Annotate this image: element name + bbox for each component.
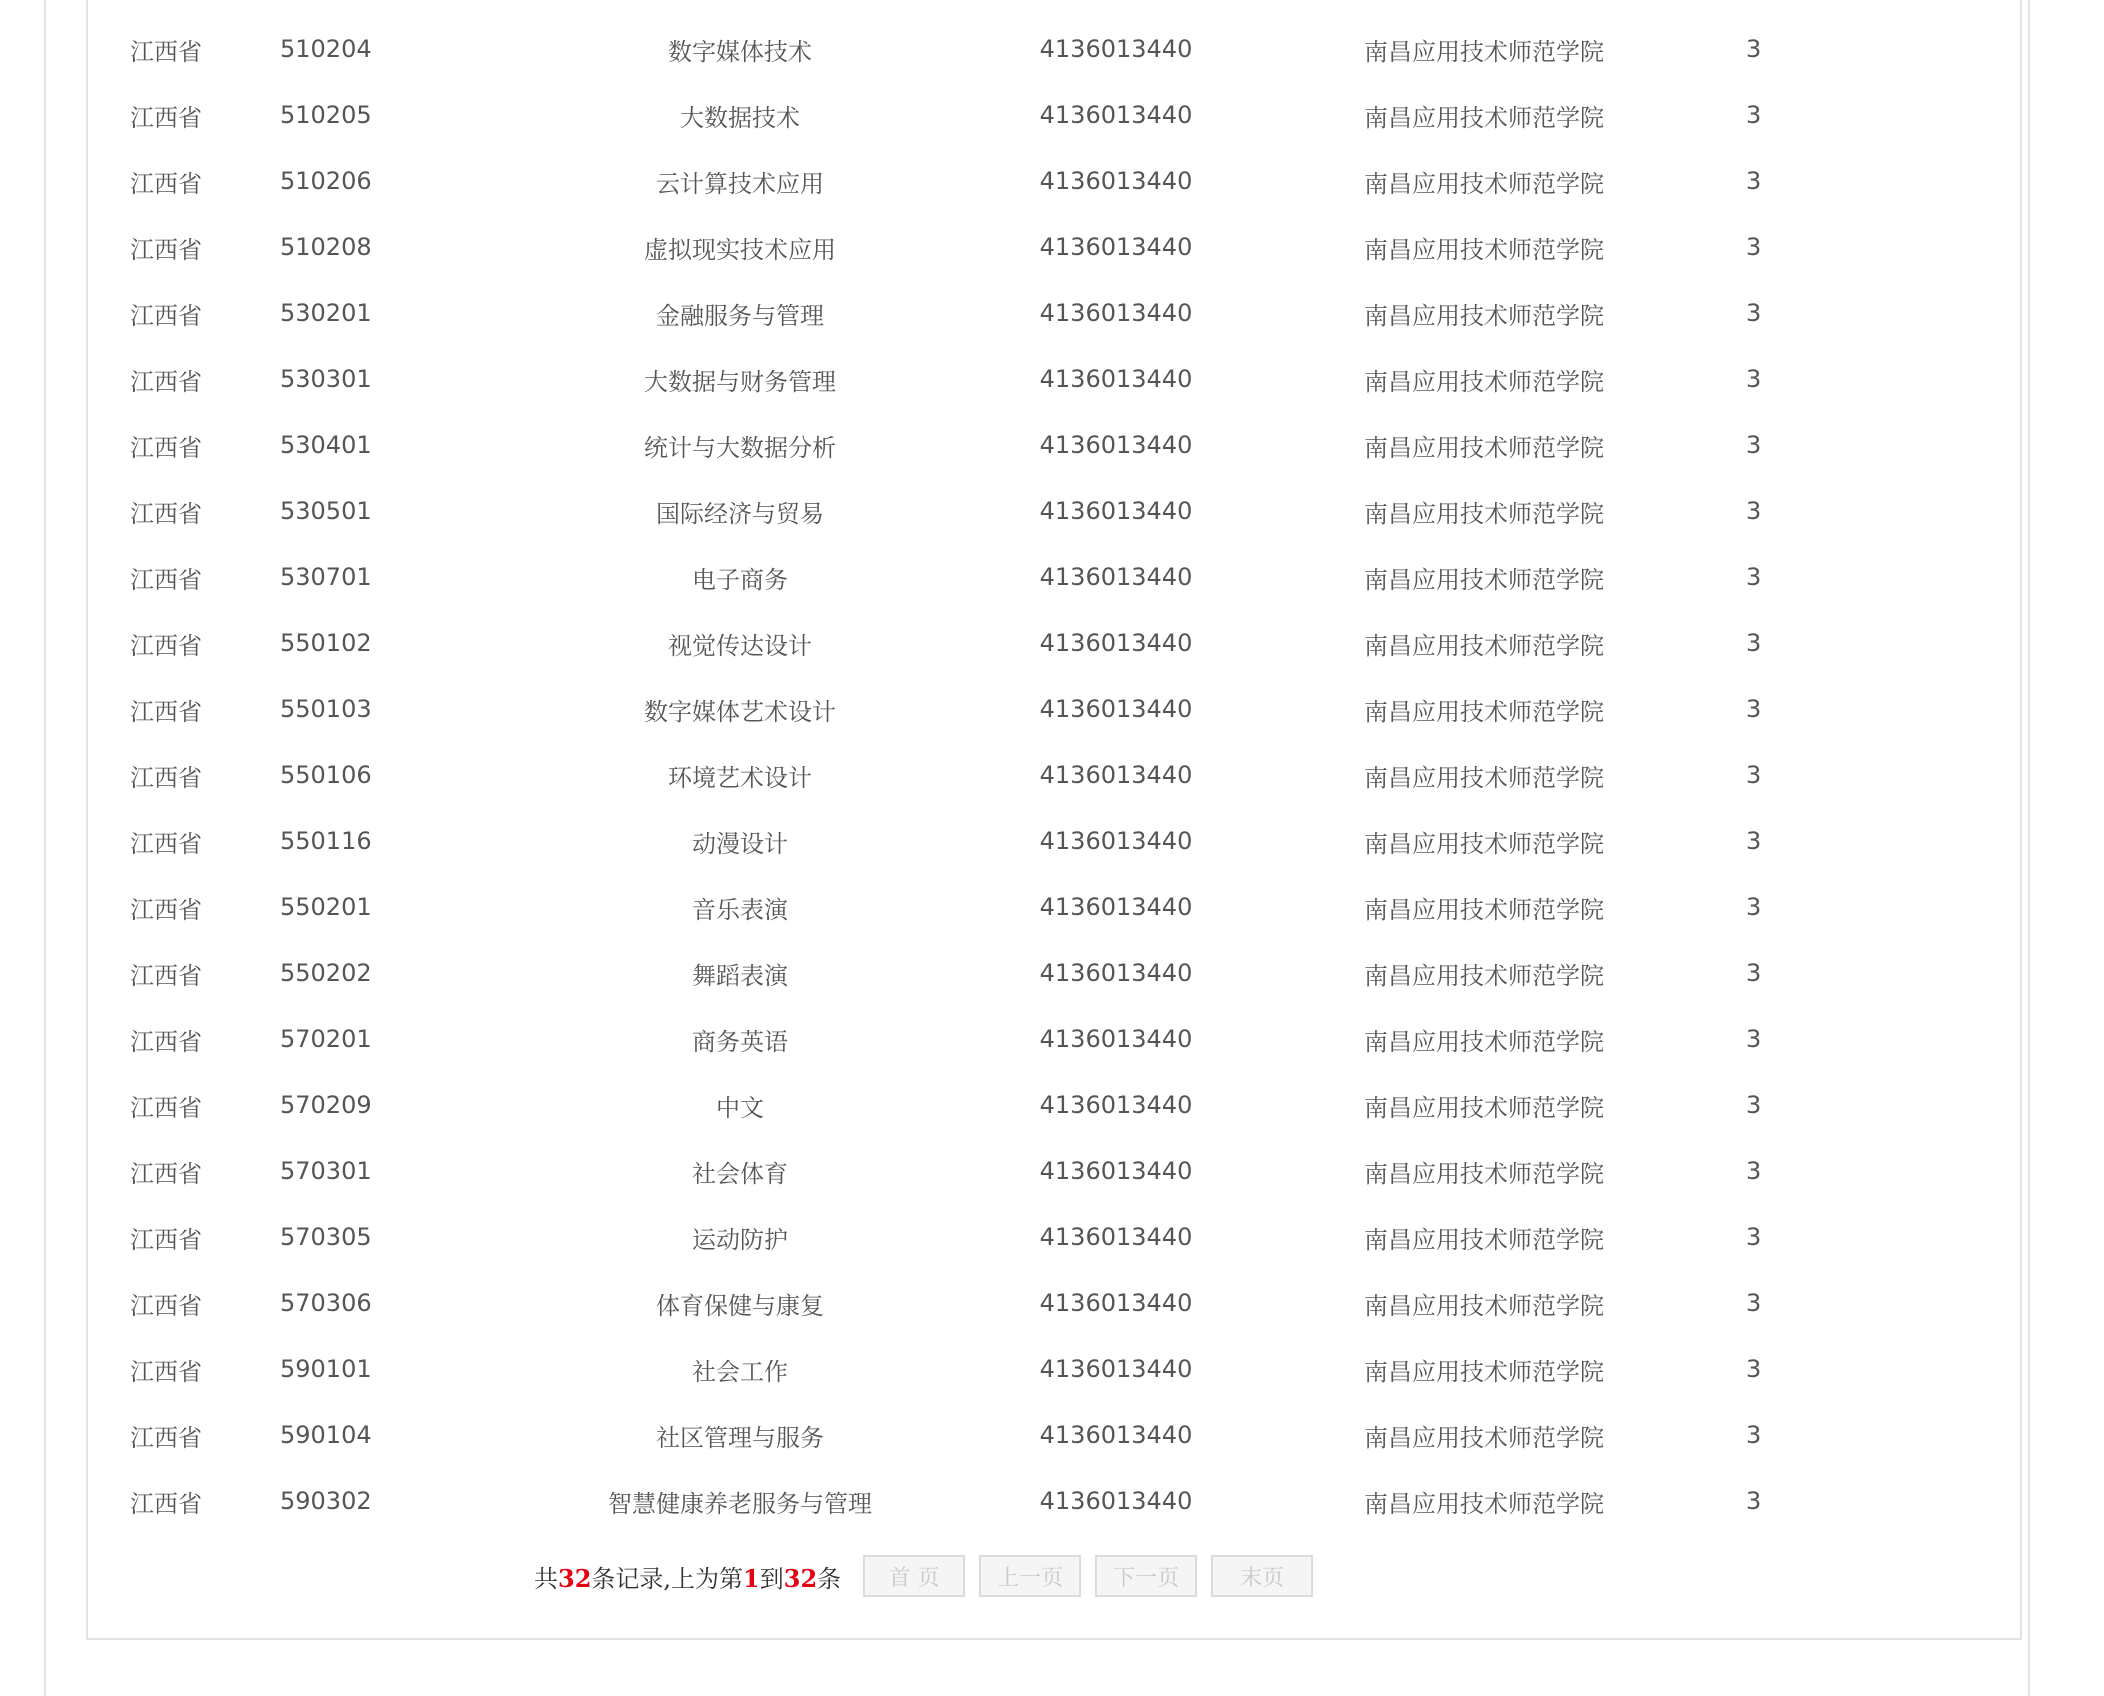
cell-major-name: 中文: [716, 1093, 764, 1122]
summary-from: 1: [743, 1563, 760, 1593]
cell-school-name: 南昌应用技术师范学院: [1364, 1225, 1604, 1254]
cell-province: 江西省: [130, 1489, 202, 1518]
table-row: [88, 544, 2020, 610]
cell-province: 江西省: [130, 499, 202, 528]
cell-province: 江西省: [130, 367, 202, 396]
table-row: [88, 1138, 2020, 1204]
records-table-wrap: [88, 16, 2020, 1534]
cell-school-code: 4136013440: [1039, 827, 1193, 855]
cell-school-name: 南昌应用技术师范学院: [1364, 1291, 1604, 1320]
summary-total: 32: [558, 1563, 592, 1593]
cell-major-name: 电子商务: [692, 565, 788, 594]
cell-major-code: 530701: [280, 563, 372, 591]
cell-years: 3: [1746, 563, 1762, 591]
cell-major-name: 体育保健与康复: [656, 1291, 824, 1320]
table-row: [88, 1402, 2020, 1468]
cell-years: 3: [1746, 167, 1762, 195]
pagination: [534, 1554, 1313, 1598]
summary-mid1: 条记录,上为第: [591, 1564, 744, 1593]
records-table: [88, 16, 2020, 1534]
cell-years: 3: [1746, 497, 1762, 525]
cell-province: 江西省: [130, 1159, 202, 1188]
cell-major-name: 金融服务与管理: [656, 301, 824, 330]
cell-province: 江西省: [130, 1357, 202, 1386]
cell-school-code: 4136013440: [1039, 35, 1193, 63]
table-row: [88, 1072, 2020, 1138]
table-row: [88, 1006, 2020, 1072]
cell-major-name: 动漫设计: [692, 829, 788, 858]
cell-major-code: 550201: [280, 893, 372, 921]
table-row: [88, 1336, 2020, 1402]
cell-major-name: 社会体育: [692, 1159, 788, 1188]
cell-major-name: 视觉传达设计: [668, 631, 812, 660]
cell-major-name: 音乐表演: [692, 895, 788, 924]
cell-school-name: 南昌应用技术师范学院: [1364, 1159, 1604, 1188]
cell-school-code: 4136013440: [1039, 1025, 1193, 1053]
records-table-body: [88, 16, 2020, 1534]
cell-school-name: 南昌应用技术师范学院: [1364, 367, 1604, 396]
cell-school-code: 4136013440: [1039, 563, 1193, 591]
cell-school-name: 南昌应用技术师范学院: [1364, 1027, 1604, 1056]
cell-major-name: 社会工作: [692, 1357, 788, 1386]
table-row: [88, 214, 2020, 280]
cell-major-name: 大数据与财务管理: [644, 367, 836, 396]
cell-school-name: 南昌应用技术师范学院: [1364, 1423, 1604, 1452]
cell-province: 江西省: [130, 1027, 202, 1056]
cell-province: 江西省: [130, 301, 202, 330]
cell-school-code: 4136013440: [1039, 893, 1193, 921]
cell-major-code: 510206: [280, 167, 372, 195]
cell-major-code: 550102: [280, 629, 372, 657]
cell-years: 3: [1746, 1289, 1762, 1317]
table-row: [88, 742, 2020, 808]
cell-school-code: 4136013440: [1039, 1223, 1193, 1251]
cell-province: 江西省: [130, 961, 202, 990]
cell-years: 3: [1746, 1421, 1762, 1449]
cell-years: 3: [1746, 959, 1762, 987]
table-row: [88, 16, 2020, 82]
cell-years: 3: [1746, 695, 1762, 723]
cell-major-name: 大数据技术: [680, 103, 800, 132]
cell-major-name: 统计与大数据分析: [644, 433, 836, 462]
table-row: [88, 478, 2020, 544]
cell-school-code: 4136013440: [1039, 167, 1193, 195]
summary-to: 32: [783, 1563, 818, 1593]
cell-years: 3: [1746, 893, 1762, 921]
cell-major-name: 舞蹈表演: [692, 961, 788, 990]
table-row: [88, 808, 2020, 874]
cell-province: 江西省: [130, 763, 202, 792]
cell-major-code: 530201: [280, 299, 372, 327]
cell-major-code: 590104: [280, 1421, 372, 1449]
cell-major-code: 550103: [280, 695, 372, 723]
table-row: [88, 874, 2020, 940]
cell-years: 3: [1746, 1025, 1762, 1053]
cell-school-name: 南昌应用技术师范学院: [1364, 433, 1604, 462]
cell-school-name: 南昌应用技术师范学院: [1364, 565, 1604, 594]
cell-province: 江西省: [130, 829, 202, 858]
cell-major-code: 590302: [280, 1487, 372, 1515]
pagination-summary: [534, 1559, 841, 1594]
cell-province: 江西省: [130, 631, 202, 660]
summary-mid2: 到: [759, 1564, 784, 1593]
cell-major-code: 550116: [280, 827, 372, 855]
cell-major-code: 550202: [280, 959, 372, 987]
cell-years: 3: [1746, 1223, 1762, 1251]
cell-years: 3: [1746, 101, 1762, 129]
cell-school-code: 4136013440: [1039, 233, 1193, 261]
cell-years: 3: [1746, 233, 1762, 261]
last-page-button[interactable]: 末页: [1211, 1555, 1313, 1597]
cell-years: 3: [1746, 299, 1762, 327]
cell-school-name: 南昌应用技术师范学院: [1364, 1357, 1604, 1386]
cell-school-code: 4136013440: [1039, 761, 1193, 789]
cell-school-name: 南昌应用技术师范学院: [1364, 961, 1604, 990]
cell-school-code: 4136013440: [1039, 365, 1193, 393]
cell-school-code: 4136013440: [1039, 1091, 1193, 1119]
cell-major-code: 570301: [280, 1157, 372, 1185]
cell-major-code: 550106: [280, 761, 372, 789]
cell-years: 3: [1746, 35, 1762, 63]
cell-years: 3: [1746, 1487, 1762, 1515]
cell-school-code: 4136013440: [1039, 695, 1193, 723]
table-row: [88, 1468, 2020, 1534]
cell-school-name: 南昌应用技术师范学院: [1364, 763, 1604, 792]
summary-suffix: 条: [817, 1564, 842, 1593]
cell-major-name: 智慧健康养老服务与管理: [608, 1489, 872, 1518]
cell-major-code: 570201: [280, 1025, 372, 1053]
cell-school-code: 4136013440: [1039, 629, 1193, 657]
cell-years: 3: [1746, 629, 1762, 657]
cell-school-name: 南昌应用技术师范学院: [1364, 1489, 1604, 1518]
cell-major-name: 商务英语: [692, 1027, 788, 1056]
cell-major-code: 530301: [280, 365, 372, 393]
cell-school-code: 4136013440: [1039, 1289, 1193, 1317]
cell-province: 江西省: [130, 235, 202, 264]
table-row: [88, 280, 2020, 346]
table-row: [88, 82, 2020, 148]
cell-major-name: 环境艺术设计: [668, 763, 812, 792]
cell-province: 江西省: [130, 697, 202, 726]
cell-school-code: 4136013440: [1039, 959, 1193, 987]
cell-major-code: 510205: [280, 101, 372, 129]
table-row: [88, 1270, 2020, 1336]
cell-school-name: 南昌应用技术师范学院: [1364, 37, 1604, 66]
cell-province: 江西省: [130, 565, 202, 594]
table-row: [88, 940, 2020, 1006]
table-row: [88, 412, 2020, 478]
cell-major-name: 国际经济与贸易: [656, 499, 824, 528]
cell-school-code: 4136013440: [1039, 1487, 1193, 1515]
cell-years: 3: [1746, 761, 1762, 789]
cell-years: 3: [1746, 1157, 1762, 1185]
cell-school-code: 4136013440: [1039, 431, 1193, 459]
cell-major-name: 云计算技术应用: [656, 169, 824, 198]
cell-province: 江西省: [130, 103, 202, 132]
cell-province: 江西省: [130, 433, 202, 462]
cell-school-code: 4136013440: [1039, 1355, 1193, 1383]
cell-school-code: 4136013440: [1039, 101, 1193, 129]
cell-school-name: 南昌应用技术师范学院: [1364, 301, 1604, 330]
cell-province: 江西省: [130, 169, 202, 198]
cell-school-code: 4136013440: [1039, 1421, 1193, 1449]
cell-school-name: 南昌应用技术师范学院: [1364, 697, 1604, 726]
cell-major-code: 510204: [280, 35, 372, 63]
cell-province: 江西省: [130, 1291, 202, 1320]
cell-school-name: 南昌应用技术师范学院: [1364, 169, 1604, 198]
cell-school-code: 4136013440: [1039, 1157, 1193, 1185]
cell-major-name: 虚拟现实技术应用: [644, 235, 836, 264]
table-row: [88, 676, 2020, 742]
cell-major-name: 数字媒体艺术设计: [644, 697, 836, 726]
cell-major-code: 530501: [280, 497, 372, 525]
cell-school-name: 南昌应用技术师范学院: [1364, 895, 1604, 924]
first-page-button[interactable]: 首 页: [863, 1555, 965, 1597]
summary-prefix: 共: [534, 1564, 558, 1593]
cell-years: 3: [1746, 431, 1762, 459]
cell-major-code: 570306: [280, 1289, 372, 1317]
cell-province: 江西省: [130, 1423, 202, 1452]
cell-school-name: 南昌应用技术师范学院: [1364, 103, 1604, 132]
cell-years: 3: [1746, 1355, 1762, 1383]
cell-major-code: 570209: [280, 1091, 372, 1119]
cell-major-code: 570305: [280, 1223, 372, 1251]
cell-major-name: 运动防护: [692, 1225, 788, 1254]
cell-school-name: 南昌应用技术师范学院: [1364, 235, 1604, 264]
cell-school-name: 南昌应用技术师范学院: [1364, 499, 1604, 528]
cell-school-code: 4136013440: [1039, 299, 1193, 327]
cell-province: 江西省: [130, 1093, 202, 1122]
cell-school-name: 南昌应用技术师范学院: [1364, 829, 1604, 858]
cell-school-name: 南昌应用技术师范学院: [1364, 631, 1604, 660]
next-page-button[interactable]: 下一页: [1095, 1555, 1197, 1597]
prev-page-button[interactable]: 上一页: [979, 1555, 1081, 1597]
table-row: [88, 346, 2020, 412]
cell-major-code: 530401: [280, 431, 372, 459]
cell-major-name: 社区管理与服务: [656, 1423, 824, 1452]
cell-major-name: 数字媒体技术: [668, 37, 812, 66]
table-row: [88, 610, 2020, 676]
cell-school-name: 南昌应用技术师范学院: [1364, 1093, 1604, 1122]
cell-major-code: 510208: [280, 233, 372, 261]
cell-province: 江西省: [130, 1225, 202, 1254]
cell-years: 3: [1746, 1091, 1762, 1119]
cell-school-code: 4136013440: [1039, 497, 1193, 525]
table-row: [88, 1204, 2020, 1270]
table-row: [88, 148, 2020, 214]
cell-years: 3: [1746, 365, 1762, 393]
cell-province: 江西省: [130, 37, 202, 66]
cell-years: 3: [1746, 827, 1762, 855]
cell-major-code: 590101: [280, 1355, 372, 1383]
cell-province: 江西省: [130, 895, 202, 924]
